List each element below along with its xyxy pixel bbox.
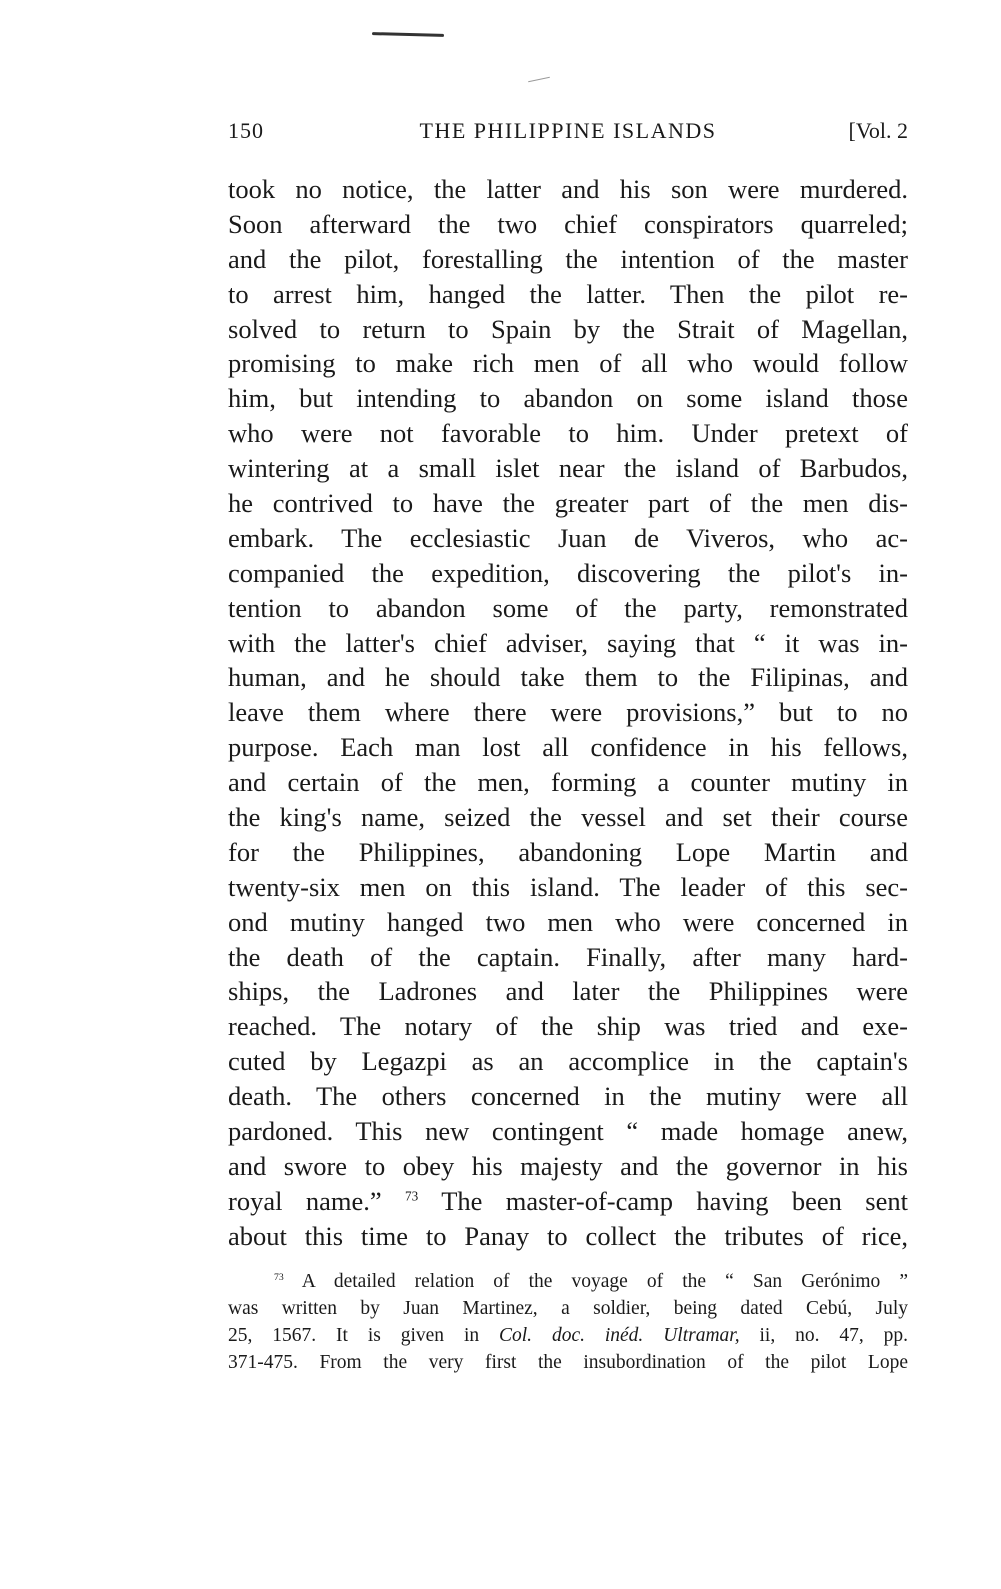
volume-label: [Vol. 2 xyxy=(848,118,908,143)
running-title: THE PHILIPPINE ISLANDS xyxy=(419,118,717,143)
text-line: pardoned. This new contingent “ made homage anew, xyxy=(228,1116,908,1147)
footnote-ref: 73 xyxy=(405,1188,419,1204)
text-line: companied the expedition, discovering the pilot's in- xyxy=(228,557,908,588)
footnote-line: was written by Juan Martinez, a soldier, being dated Cebú, July xyxy=(228,1298,908,1319)
text-line: who were not favorable to him. Under pretext of xyxy=(228,418,908,449)
text-line: and swore to obey his majesty and the governor in his xyxy=(228,1150,908,1181)
text-line: and the pilot, forestalling the intention of the master xyxy=(228,243,908,274)
text: A detailed relation of the voyage of the “ San Gerónimo ” xyxy=(301,1271,908,1292)
text-line: purpose. Each man lost all confidence in his fellows, xyxy=(228,732,908,763)
footnotes xyxy=(228,1268,908,1376)
text-line: embark. The ecclesiastic Juan de Viveros, who ac- xyxy=(228,522,908,553)
text-line: solved to return to Spain by the Strait of Magellan, xyxy=(228,313,908,344)
text-line: leave them where there were provisions,” but to no xyxy=(228,697,908,728)
text-line: death. The others concerned in the mutiny were all xyxy=(228,1081,908,1112)
text-line: reached. The notary of the ship was tried and exe- xyxy=(228,1011,908,1042)
scan-smudge xyxy=(372,32,444,37)
citation-title: Col. doc. inéd. Ultramar, xyxy=(499,1325,740,1346)
text: ii, no. 47, pp. xyxy=(759,1325,908,1346)
text: The master-of-camp having been sent xyxy=(441,1185,908,1216)
text-line: him, but intending to abandon on some island those xyxy=(228,383,908,414)
footnote-line xyxy=(244,1268,908,1295)
text-line: wintering at a small islet near the island of Barbudos, xyxy=(228,453,908,484)
text-line: Soon afterward the two chief conspirators quarreled; xyxy=(228,208,908,239)
text-line: for the Philippines, abandoning Lope Martin and xyxy=(228,836,908,867)
running-header xyxy=(228,118,908,148)
text-line: tention to abandon some of the party, remonstrated xyxy=(228,592,908,623)
text: royal name.” xyxy=(228,1185,382,1216)
text-line: ond mutiny hanged two men who were concerned in xyxy=(228,906,908,937)
footnote-line: 371-475. From the very first the insubordination of the pilot Lope xyxy=(228,1352,908,1373)
text-line: took no notice, the latter and his son were murdered. xyxy=(228,174,908,204)
footnote-number: 73 xyxy=(274,1272,284,1284)
text-line: human, and he should take them to the Filipinas, and xyxy=(228,662,908,693)
text-line: twenty-six men on this island. The leader of this sec- xyxy=(228,871,908,902)
text-line: and certain of the men, forming a counter mutiny in xyxy=(228,767,908,798)
scan-mark xyxy=(528,77,550,83)
text-line: to arrest him, hanged the latter. Then the pilot re- xyxy=(228,278,908,309)
text-line: about this time to Panay to collect the tributes of rice, xyxy=(228,1220,908,1251)
page-number: 150 xyxy=(228,118,264,143)
text-line: with the latter's chief adviser, saying that “ it was in- xyxy=(228,627,908,658)
text-line: promising to make rich men of all who would follow xyxy=(228,348,908,379)
text-line: the king's name, seized the vessel and set their course xyxy=(228,802,908,833)
text-line: cuted by Legazpi as an accomplice in the captain's xyxy=(228,1046,908,1077)
text-line xyxy=(228,1184,908,1219)
text: 25, 1567. It is given in xyxy=(228,1325,480,1346)
text-line: ships, the Ladrones and later the Philippines were xyxy=(228,976,908,1007)
footnote-line xyxy=(228,1322,908,1349)
text-line: he contrived to have the greater part of the men dis- xyxy=(228,488,908,519)
text-line: the death of the captain. Finally, after many hard- xyxy=(228,941,908,972)
body-text xyxy=(228,172,908,1254)
